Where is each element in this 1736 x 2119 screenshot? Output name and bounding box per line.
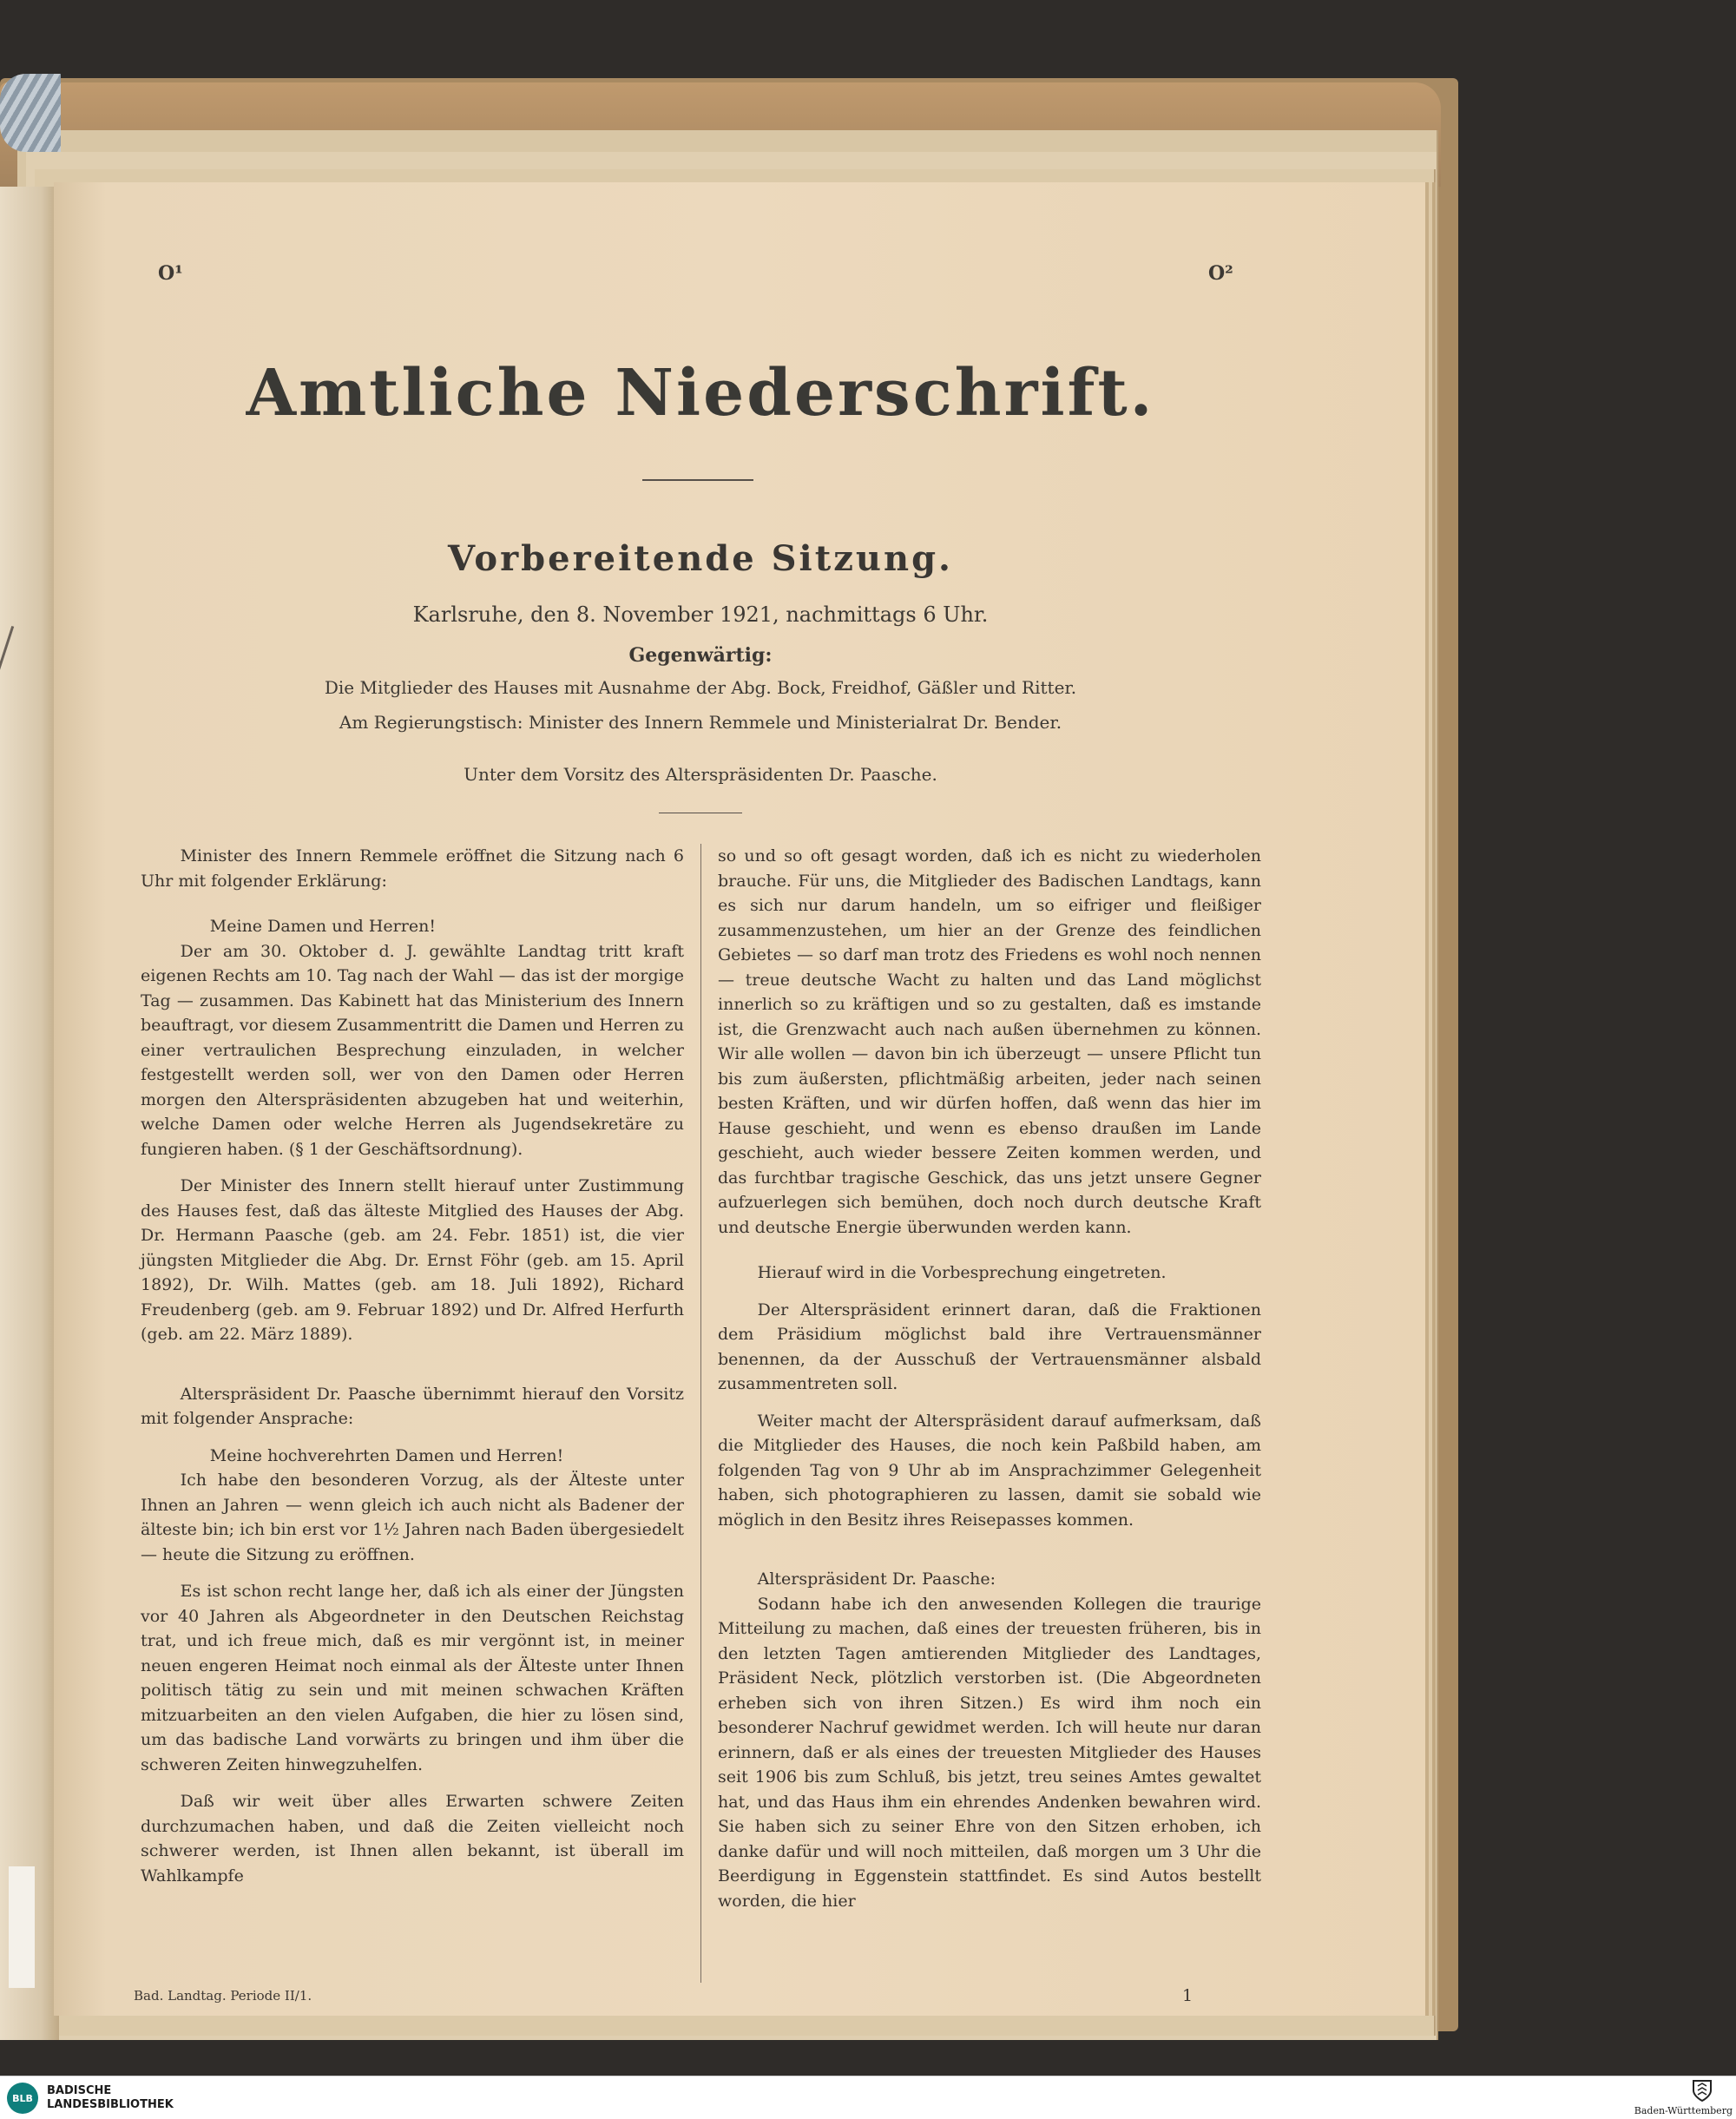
right-column [718,844,1261,1913]
library-bar [0,2076,1736,2119]
library-name-line2: LANDESBIBLIOTHEK [47,2098,174,2111]
paragraph: Hierauf wird in die Vorbesprechung eingetreten. [757,1263,1167,1282]
present-members: Die Mitglieder des Hauses mit Ausnahme der Abg. Bock, Freidhof, Gäßler und Ritter. [324,677,1077,698]
salutation: Meine Damen und Herren! [209,917,436,936]
book-spine [0,187,59,2040]
chair-line: Unter dem Vorsitz des Alterspräsidenten Dr. Paasche. [464,764,937,785]
place-date: Karlsruhe, den 8. November 1921, nachmittags 6 Uhr. [412,602,989,627]
library-name-line1: BADISCHE [47,2084,112,2097]
paragraph: so und so oft gesagt worden, daß ich es nicht zu wiederholen brauche. Für uns, die Mitglieder des Badischen Landtags, kann es sich nur darum handeln, um so eifriger und fleißiger zusammenzustehen, um hier an der Grenze des feindlichen Gebietes — so darf man trotz des Friedens es wohl noch nennen — treue deutsche Wacht zu halten und das Land möglichst innerlich so zu kräftigen und so zu gestalten, daß es imstande ist, die Grenzwacht auch nach außen übernehmen zu können. Wir alle wollen — davon bin ich überzeugt — unsere Pflicht tun bis zum äußersten, pflichtmäßig arbeiten, jeder nach seinen besten Kräften, und wir dürfen hoffen, daß wenn das hier im Hause geschieht, und wenn es ebenso draußen im Lande geschieht, auch wieder bessere Zeiten kommen werden, und das furchtbar tragische Geschick, das uns jetzt unsere Gegner aufzuerlegen sich bemühen, doch noch durch deutsche Kraft und deutsche Energie überwunden werden kann. [718,846,1261,1237]
paragraph: Daß wir weit über alles Erwarten schwere Zeiten durchzumachen haben, und daß die Zeiten vielleicht noch schwerer werden, ist Ihnen allen bekannt, ist überall im Wahlkampfe [141,1792,684,1885]
paragraph: Der Alterspräsident erinnert daran, daß die Fraktionen dem Präsidium möglichst bald ihre Vertrauensmänner benennen, da der Ausschuß der Vertrauensmänner alsbald zusammentreten soll. [718,1300,1261,1393]
left-column [141,844,684,1888]
page-number: 1 [1182,1986,1194,2005]
blb-logo-icon[interactable]: BLB [7,2083,38,2114]
paper-slip [9,1866,35,1988]
salutation: Meine hochverehrten Damen und Herren! [209,1445,564,1465]
paragraph: Sodann habe ich den anwesenden Kollegen die traurige Mitteilung zu machen, daß eines der treuesten früheren, bis in den letzten Tagen amtierenden Mitglieder des Landtages, Präsident Neck, plötzlich verstorben ist. (Die Abgeordneten erheben sich von ihren Sitzen.) Es wird ihm noch ein besonderer Nachruf gewidmet werden. Ich will heute nur daran erinnern, daß er als eines der treuesten Mitglieder des Hauses seit 1906 bis zum Schluß, bis jetzt, treu seines Amtes gewaltet hat, und das Haus ihm ein ehrendes Andenken bewahren wird. Sie haben sich zu seiner Ehre von den Sitzen erhoben, ich danke dafür und will noch mitteilen, daß morgen um 3 Uhr die Beerdigung in Eggenstein stattfindet. Es sind Autos bestellt worden, die hier [718,1594,1261,1911]
state-label: Baden-Württemberg [1634,2105,1733,2116]
paragraph: Alterspräsident Dr. Paasche übernimmt hierauf den Vorsitz mit folgender Ansprache: [141,1384,684,1428]
page-title: Amtliche Niederschrift. [246,356,1155,431]
bookmark-ribbon [0,74,61,152]
column-divider [700,844,701,1983]
paragraph: Es ist schon recht lange her, daß ich als einer der Jüngsten vor 40 Jahren als Abgeordneter in den Deutschen Reichstag trat, und ich freue mich, daß es mir vergönnt ist, in meiner neuen engeren Heimat noch einmal als der Älteste unter Ihnen politisch tätig zu sein und mit meinen schwachen Kräften mitzuarbeiten an den vielen Aufgaben, die hier zu lösen sind, um das badische Land vorwärts zu bringen und ihm über die schweren Zeiten hinwegzuhelfen. [141,1582,684,1774]
footer-periode: Bad. Landtag. Periode II/1. [134,1988,312,2004]
paragraph: Weiter macht der Alterspräsident darauf aufmerksam, daß die Mitglieder des Hauses, die noch kein Paßbild haben, am folgenden Tag von 9 Uhr ab im Ansprachzimmer Gelegenheit haben, sich photographieren zu lassen, damit sie sobald wie möglich in den Besitz ihres Reisepasses kommen. [718,1411,1261,1530]
corner-mark-left: O¹ [158,262,183,285]
corner-mark-right: O² [1208,262,1233,285]
present-heading: Gegenwärtig: [628,644,773,667]
title-divider [642,479,753,481]
state-crest-icon [1691,2078,1713,2103]
paragraph: Ich habe den besonderen Vorzug, als der Älteste unter Ihnen an Jahren — wenn gleich ich auch nicht als Badener der älteste bin; ich bin erst vor 1½ Jahren nach Baden übergesiedelt — heute die Sitzung zu eröffnen. [141,1471,684,1564]
document-page [54,182,1425,2016]
government-bench: Am Regierungstisch: Minister des Innern Remmele und Ministerialrat Dr. Bender. [339,712,1062,733]
session-title: Vorbereitende Sitzung. [448,538,953,579]
library-name[interactable] [47,2084,174,2112]
paragraph: Minister des Innern Remmele eröffnet die Sitzung nach 6 Uhr mit folgender Erklärung: [141,846,684,891]
paragraph: Der Minister des Innern stellt hierauf unter Zustimmung des Hauses fest, daß das älteste Mitglied des Hauses der Abg. Dr. Hermann Paasche (geb. am 24. Febr. 1851) ist, die vier jüngsten Mitglieder die Abg. Dr. Ernst Föhr (geb. am 15. April 1892), Dr. Wilh. Mattes (geb. am 18. Juli 1892), Richard Freudenberg (geb. am 9. Februar 1892) und Dr. Alfred Herfurth (geb. am 22. März 1889). [141,1176,684,1344]
paragraph: Der am 30. Oktober d. J. gewählte Landtag tritt kraft eigenen Rechts am 10. Tag nach der Wahl — das ist der morgige Tag — zusammen. Das Kabinett hat das Ministerium des Innern beauftragt, vor diesem Zusammentritt die Damen und Herren zu einer vertraulichen Besprechung einzuladen, in welcher festgestellt werden soll, wer von den Damen oder Herren morgen den Alterspräsidenten abzugeben hat und weiterhin, welche Damen oder welche Herren als Jugendsekretäre zu fungieren haben. (§ 1 der Geschäftsordnung). [141,941,684,1159]
speaker-line: Alterspräsident Dr. Paasche: [757,1570,996,1589]
